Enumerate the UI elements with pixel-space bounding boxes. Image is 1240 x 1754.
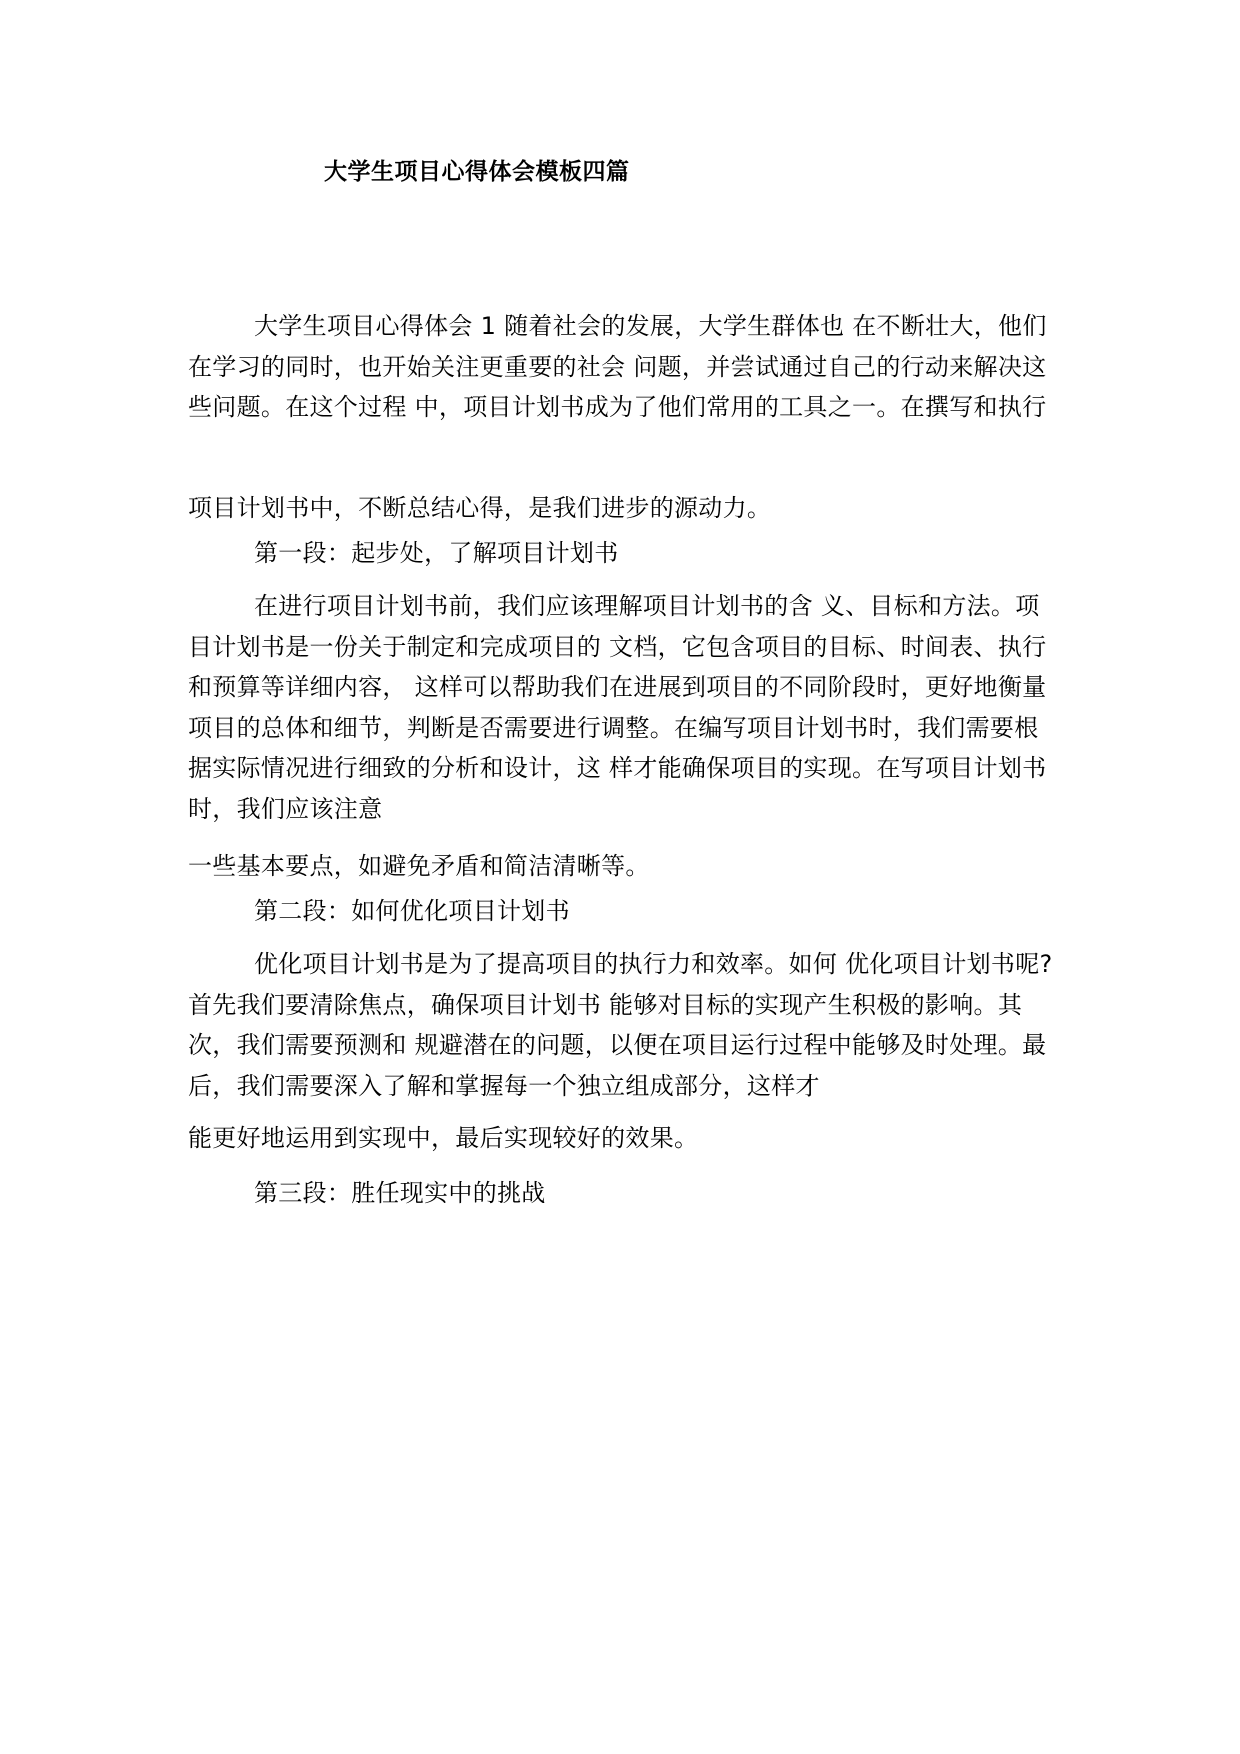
paragraph-intro: 大学生项目心得体会 1 随着社会的发展，大学生群体也 在不断壮大，他们在学习的同时，也开始关注更重要的社会 问题，并尝试通过自己的行动来解决这些问题。在这个过程 中，项目计划书成为了他们常用的工具之一。在撰写和执行 [188, 312, 1047, 421]
paragraph-intro-continued: 项目计划书中，不断总结心得，是我们进步的源动力。 [188, 494, 772, 522]
document-title: 大学生项目心得体会模板四篇 [324, 159, 630, 185]
paragraph-section-1-continued: 一些基本要点，如避免矛盾和简洁清晰等。 [188, 852, 650, 880]
section-heading-2: 第二段：如何优化项目计划书 [254, 897, 570, 925]
section-heading-1: 第一段：起步处，了解项目计划书 [254, 539, 619, 567]
section-heading-3: 第三段：胜任现实中的挑战 [254, 1179, 546, 1207]
paragraph-section-2: 优化项目计划书是为了提高项目的执行力和效率。如何 优化项目计划书呢?首先我们要清除焦点，确保项目计划书 能够对目标的实现产生积极的影响。其次，我们需要预测和 规避潜在的问题，以便在项目运行过程中能够及时处理。最 后，我们需要深入了解和掌握每一个独立组成部分，这样才 [188, 950, 1053, 1100]
paragraph-section-2-continued: 能更好地运用到实现中，最后实现较好的效果。 [188, 1124, 699, 1152]
paragraph-section-1: 在进行项目计划书前，我们应该理解项目计划书的含 义、目标和方法。项目计划书是一份关于制定和完成项目的 文档，它包含项目的目标、时间表、执行和预算等详细内容， 这样可以帮助我们在进展到项目的不同阶段时，更好地衡量 项目的总体和细节，判断是否需要进行调整。在编写项目计划书时，我们需要根据实际情况进行细致的分析和设计，这 样才能确保项目的实现。在写项目计划书时，我们应该注意 [188, 592, 1047, 823]
